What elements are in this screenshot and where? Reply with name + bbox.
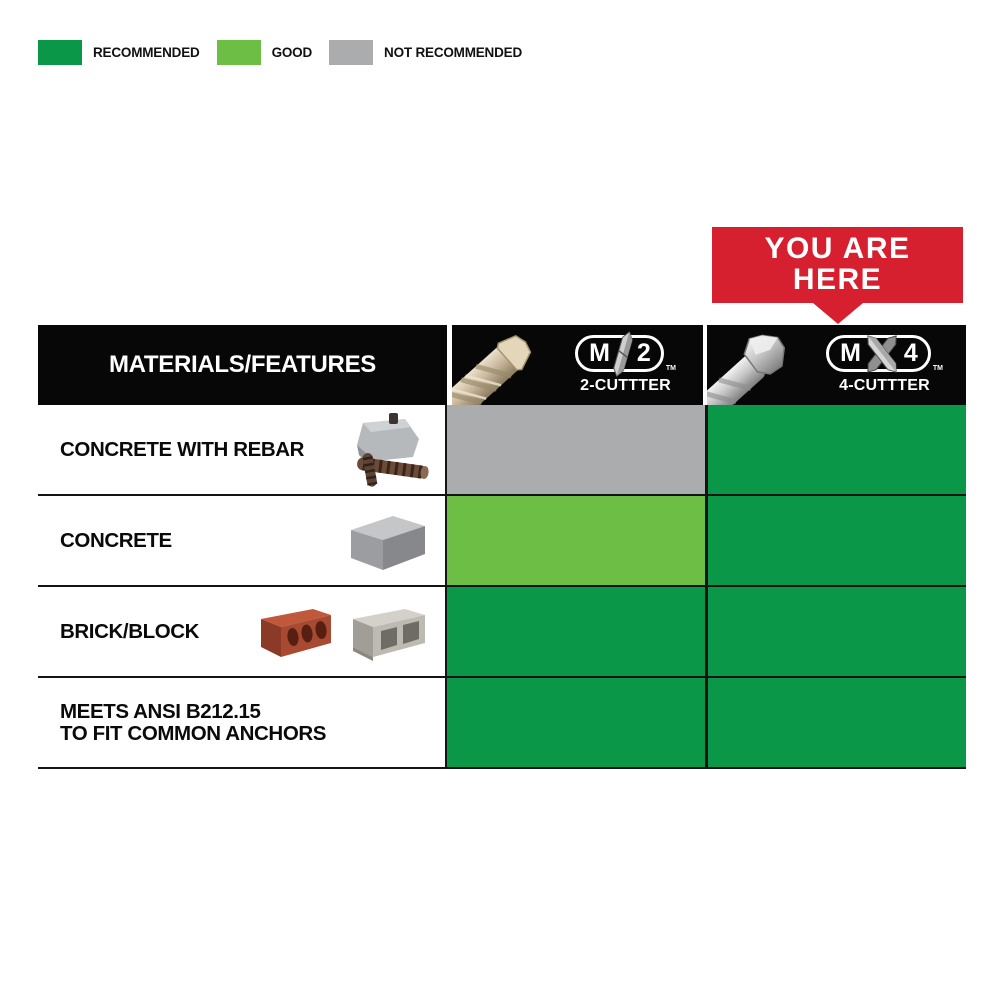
legend-item-recommended bbox=[38, 40, 200, 65]
column-header-2-cutter bbox=[452, 325, 703, 405]
mx4-logo-number: 4 bbox=[903, 339, 917, 367]
banner-arrow-down-icon bbox=[813, 303, 863, 324]
cell-concrete-4cutter bbox=[705, 496, 966, 587]
row-icons bbox=[331, 508, 433, 574]
good-swatch bbox=[217, 40, 261, 65]
banner-text-line1: YOU ARE bbox=[764, 232, 911, 266]
trademark-symbol: TM bbox=[665, 365, 676, 372]
legend-item-not-recommended bbox=[329, 40, 522, 65]
crossed-drill-bits-icon bbox=[863, 330, 901, 378]
mx4-logo bbox=[826, 335, 943, 372]
recommended-swatch bbox=[38, 40, 82, 65]
row-title: BRICK/BLOCK bbox=[60, 619, 200, 643]
row-title bbox=[60, 701, 326, 745]
four-cutter-column-label: 4-CUTTTER bbox=[839, 377, 930, 394]
m2-logo-oval bbox=[575, 335, 664, 372]
mx4-logo-oval bbox=[826, 335, 931, 372]
row-title: CONCRETE WITH REBAR bbox=[60, 437, 305, 461]
slanted-drill-bit-icon bbox=[612, 330, 634, 378]
cell-ansi-2cutter bbox=[445, 678, 705, 769]
legend-label: NOT RECOMMENDED bbox=[384, 45, 523, 60]
cell-brick-block-2cutter bbox=[445, 587, 705, 678]
not-recommended-swatch bbox=[329, 40, 373, 65]
trademark-symbol: TM bbox=[932, 365, 943, 372]
you-are-here-banner bbox=[712, 227, 963, 324]
red-brick-icon bbox=[251, 599, 339, 665]
row-title-line1: MEETS ANSI B212.15 bbox=[60, 699, 261, 723]
banner-box bbox=[712, 227, 963, 303]
m2-logo-number: 2 bbox=[636, 339, 650, 367]
row-label-cell bbox=[38, 678, 447, 769]
row-icons bbox=[245, 599, 433, 665]
row-label-cell bbox=[38, 496, 447, 587]
m2-logo bbox=[575, 335, 676, 372]
comparison-table bbox=[38, 325, 966, 769]
table-row-concrete-with-rebar bbox=[38, 405, 966, 496]
cell-brick-block-4cutter bbox=[705, 587, 966, 678]
legend-label: RECOMMENDED bbox=[93, 45, 200, 60]
cell-ansi-4cutter bbox=[705, 678, 966, 769]
row-title-line2: TO FIT COMMON ANCHORS bbox=[60, 721, 327, 745]
m2-logo-letter-m: M bbox=[589, 339, 609, 367]
mx4-logo-letter-m: M bbox=[840, 339, 860, 367]
four-cutter-drill-bit-icon bbox=[707, 325, 807, 405]
row-label-cell bbox=[38, 587, 447, 678]
column-header-4-cutter bbox=[707, 325, 966, 405]
materials-features-header bbox=[38, 325, 447, 405]
row-title: CONCRETE bbox=[60, 528, 172, 552]
legend-label: GOOD bbox=[271, 45, 313, 60]
materials-features-label: MATERIALS/FEATURES bbox=[108, 351, 377, 378]
banner-text-line2: HERE bbox=[792, 263, 883, 296]
legend bbox=[38, 40, 539, 65]
cell-concrete-rebar-4cutter bbox=[705, 405, 966, 496]
cinder-block-icon bbox=[345, 599, 433, 665]
legend-item-good bbox=[217, 40, 312, 65]
row-label-cell bbox=[38, 405, 447, 496]
two-cutter-drill-bit-icon bbox=[452, 325, 552, 405]
table-row-concrete bbox=[38, 496, 966, 587]
row-icons bbox=[323, 413, 433, 487]
cell-concrete-rebar-2cutter bbox=[445, 405, 705, 496]
concrete-with-rebar-icon bbox=[329, 413, 433, 487]
concrete-block-icon bbox=[337, 508, 433, 574]
two-cutter-column-label: 2-CUTTTER bbox=[580, 377, 671, 394]
table-row-ansi bbox=[38, 678, 966, 769]
cell-concrete-2cutter bbox=[445, 496, 705, 587]
four-cutter-header-content bbox=[805, 325, 964, 405]
two-cutter-header-content bbox=[550, 325, 701, 405]
table-row-brick-block bbox=[38, 587, 966, 678]
